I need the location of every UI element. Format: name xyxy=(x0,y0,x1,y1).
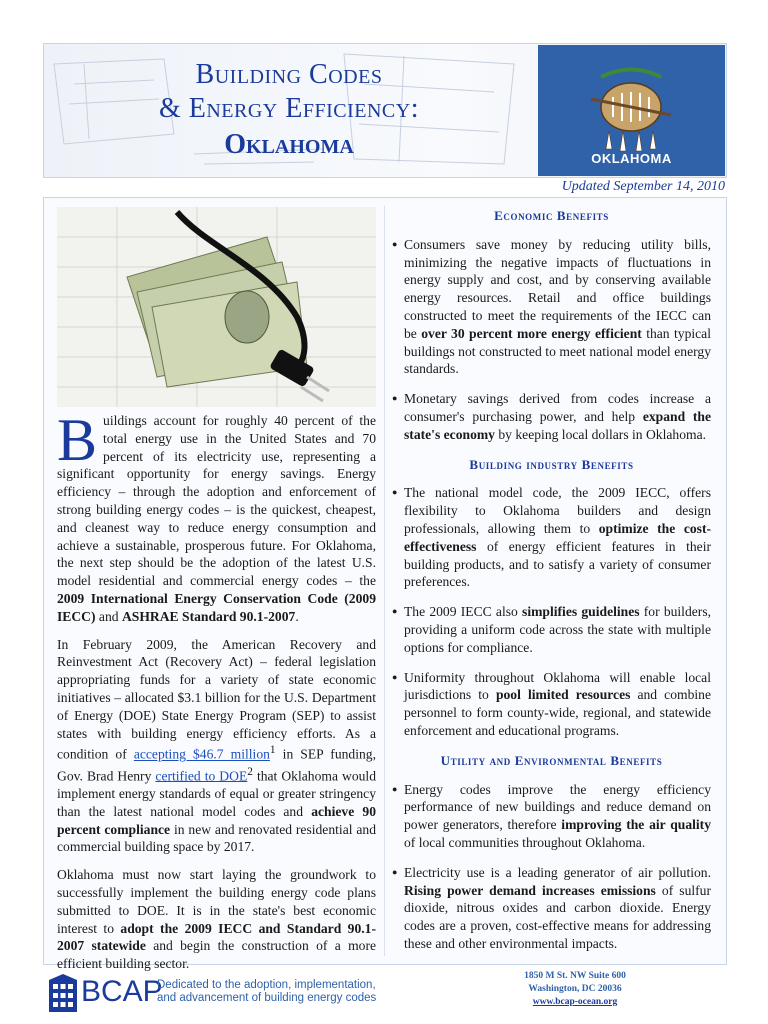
bullet-text: Monetary savings derived from codes increase a consumer's purchasing power, and help xyxy=(404,391,711,424)
column-divider xyxy=(384,206,385,956)
iecc-bold: 2009 International Energy Conservation Code (2009 IECC) xyxy=(57,590,376,624)
bullet-bold: improving the air quality xyxy=(561,817,711,833)
bullet-text: of energy efficient features in their building products, and to satisfy a variety of consumer preferences. xyxy=(404,538,711,590)
recovery-act-paragraph xyxy=(57,636,376,857)
bullet-text: and combine personnel to form county-wide, regional, and statewide enforcement and educational programs. xyxy=(404,687,711,738)
website-link[interactable]: www.bcap-ocean.org xyxy=(532,997,618,1007)
building-industry-benefits-heading: Building industry Benefits xyxy=(469,456,634,472)
and-text: and xyxy=(95,608,122,624)
bullet-bold: Rising power demand increases emissions xyxy=(404,882,656,898)
header-banner xyxy=(43,43,727,178)
bullet-bold: over 30 percent more energy efficient xyxy=(421,325,642,341)
list-item xyxy=(392,390,711,443)
adopt-bold: adopt the 2009 IECC and Standard 90.1-2007 statewide xyxy=(57,920,377,954)
document-title xyxy=(44,58,534,164)
bcap-building-logo-icon xyxy=(47,972,79,1014)
drop-cap: B xyxy=(57,407,98,473)
bullet-text: than typical buildings not constructed to meet national model energy standards. xyxy=(404,325,711,377)
oklahoma-flag xyxy=(538,45,725,176)
compliance-bold: achieve 90 percent compliance xyxy=(57,803,376,837)
recovery-text-d: in new and renovated residential and commercial building space by 2017. xyxy=(57,821,376,855)
bullet-bold: expand the state's economy xyxy=(404,408,712,442)
list-item xyxy=(392,781,711,852)
list-item xyxy=(392,603,711,656)
bullet-text: Electricity use is a leading generator of air pollution. xyxy=(404,864,711,880)
recovery-text-b: in SEP funding, Gov. Brad Henry xyxy=(57,746,376,784)
bullet-text: for builders, providing a uniform code across the state with multiple options for compliance. xyxy=(404,604,712,655)
ashrae-bold: ASHRAE Standard 90.1-2007 xyxy=(121,608,296,624)
list-item xyxy=(392,864,711,953)
title-line-2: & Energy Efficiency: xyxy=(158,93,419,124)
bullet-bold: simplifies guidelines xyxy=(522,604,640,620)
flag-label: OKLAHOMA xyxy=(591,151,672,166)
tagline-line-2: and advancement of building energy codes xyxy=(157,992,377,1004)
address-line-1: 1850 M St. NW Suite 600 xyxy=(524,971,626,981)
money-and-plug-photo xyxy=(57,207,376,407)
groundwork-paragraph xyxy=(57,866,376,973)
period-text: . xyxy=(295,608,299,624)
recovery-text-c: that Oklahoma would implement energy standards of equal or greater stringency than the latest national model codes and xyxy=(57,768,376,819)
utility-environmental-benefits-heading: Utility and Environmental Benefits xyxy=(440,752,663,768)
bullet-text: Energy codes improve the energy efficiency performance of new buildings and reduce demand on power generators, therefore xyxy=(404,781,711,833)
updated-date: Updated September 14, 2010 xyxy=(561,179,725,194)
tagline-line-1: Dedicated to the adoption, implementation, xyxy=(157,979,376,991)
bullet-text: of local communities throughout Oklahoma. xyxy=(404,834,646,850)
bullet-bold: optimize the cost-effectiveness xyxy=(404,520,711,554)
list-item xyxy=(392,484,711,591)
title-line-1: Building Codes xyxy=(195,59,383,90)
economic-benefits-heading: Economic Benefits xyxy=(494,208,609,223)
intro-paragraph xyxy=(57,407,376,626)
bcap-tagline xyxy=(157,979,376,1005)
bcap-logo-text: BCAP xyxy=(81,975,163,1008)
bullet-text: Consumers save money by reducing utility bills, minimizing the negative impacts of fluctuations in energy supply and cost, and by conserving available energy resources. Retail and office buildings constructed to meet the requirements of the IECC can be xyxy=(404,236,711,341)
bullet-text: The national model code, the 2009 IECC, offers flexibility to Oklahoma builders and design professionals, allowing them to xyxy=(404,485,711,536)
bullet-text: The 2009 IECC also xyxy=(404,604,523,620)
footnote-2: 2 xyxy=(247,765,253,778)
groundwork-text-a: Oklahoma must now start laying the groundwork to successfully implement the building energy code plans submitted to DOE. It is in the state's best economic interest to xyxy=(57,867,376,936)
contact-address xyxy=(500,970,650,1009)
groundwork-text-b: and begin the construction of a more efficient building sector. xyxy=(57,938,376,972)
title-line-3: Oklahoma xyxy=(224,129,354,160)
intro-text: uildings account for roughly 40 percent of the total energy use in the United States and 70 percent of its electricity use, representing a significant opportunity for energy savings. Energy efficiency – through the adoption and enforcement of strong building energy codes – is the quickest, cheapest, and cleanest way to reduce energy consumption and achieve a sustainable, prosperous future. For Oklahoma, the next step should be the adoption of the latest U.S. model residential and commercial energy codes – the xyxy=(57,413,376,589)
right-column xyxy=(392,207,711,965)
bullet-text: by keeping local dollars in Oklahoma. xyxy=(494,426,707,442)
left-column xyxy=(57,407,377,983)
recovery-text-a: In February 2009, the American Recovery and Reinvestment Act (Recovery Act) – federal legislation appropriating funds for a variety of state economic initiatives – allocated $3.1 billion for the U.S. Department of Energy (DOE) State Energy Program (SEP) to assist states with building energy efficiency efforts. As a condition of xyxy=(57,636,376,762)
list-item xyxy=(392,236,711,378)
accepting-funds-link[interactable]: accepting $46.7 million xyxy=(133,746,270,762)
bullet-bold: pool limited resources xyxy=(495,687,631,703)
certified-to-doe-link[interactable]: certified to DOE xyxy=(155,768,248,784)
address-line-2: Washington, DC 20036 xyxy=(528,984,622,994)
list-item xyxy=(392,669,711,740)
bullet-text: of sulfur dioxide, nitrous oxides and carbon dioxide. Energy codes are a proven, cost-effective means for addressing these and other environmental impacts. xyxy=(404,882,712,951)
bullet-text: Uniformity throughout Oklahoma will enable local jurisdictions to xyxy=(404,669,711,703)
footnote-1: 1 xyxy=(269,744,276,757)
